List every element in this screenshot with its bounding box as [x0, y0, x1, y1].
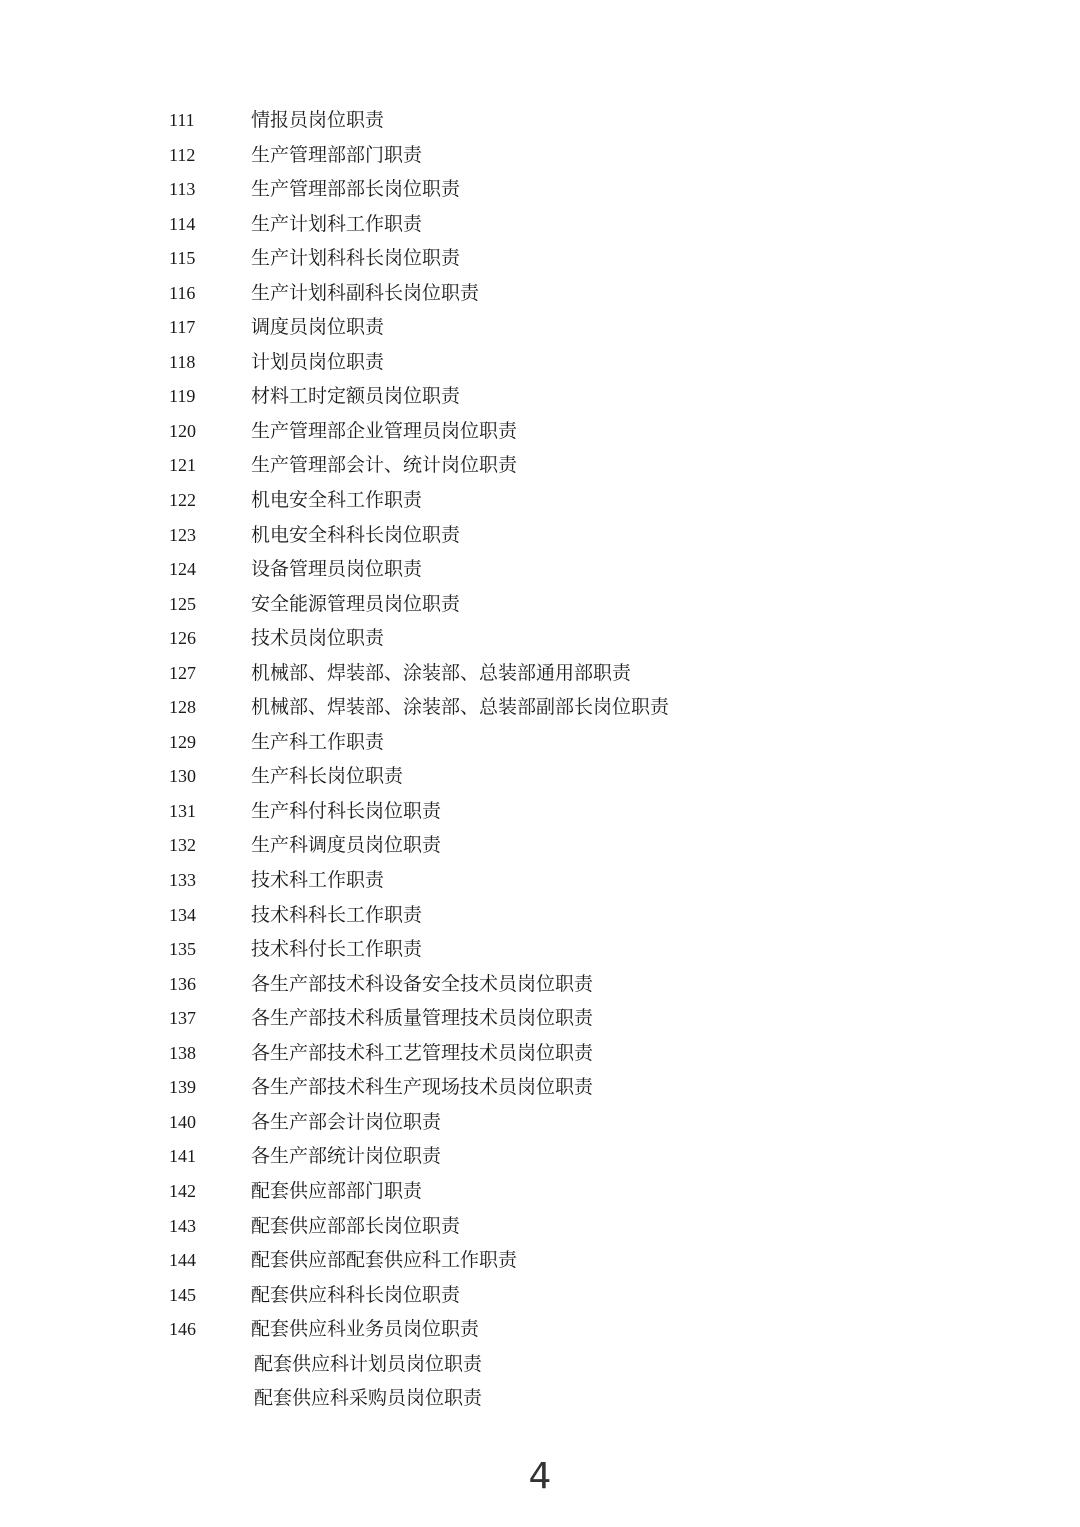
toc-entry — [0, 725, 1080, 760]
toc-entry-number: 136 — [169, 973, 196, 994]
toc-entry-number: 129 — [169, 731, 196, 752]
toc-entry — [0, 1105, 1080, 1140]
toc-entry — [0, 345, 1080, 380]
toc-entry-title: 生产科付科长岗位职责 — [251, 799, 442, 822]
toc-entry-number: 113 — [169, 179, 196, 200]
toc-entry-number: 121 — [169, 455, 196, 476]
toc-entry-title: 生产计划科副科长岗位职责 — [251, 281, 480, 304]
toc-entry — [0, 310, 1080, 345]
toc-entry-number: 127 — [169, 662, 196, 683]
toc-entry-title: 各生产部统计岗位职责 — [251, 1145, 442, 1168]
toc-entry-title: 材料工时定额员岗位职责 — [251, 385, 461, 408]
toc-entry — [0, 1001, 1080, 1036]
toc-entry — [0, 1243, 1080, 1278]
toc-entry — [0, 621, 1080, 656]
toc-entry-number: 126 — [169, 628, 196, 649]
toc-entry-title: 生产计划科工作职责 — [251, 212, 423, 235]
toc-entry — [0, 1312, 1080, 1347]
toc-entry-title: 安全能源管理员岗位职责 — [251, 592, 461, 615]
toc-entry-title: 生产科长岗位职责 — [251, 765, 404, 788]
toc-entry — [0, 828, 1080, 863]
toc-entry-number: 132 — [169, 835, 196, 856]
toc-entry — [0, 448, 1080, 483]
toc-entry — [0, 1347, 1080, 1382]
toc-entry-title: 技术科工作职责 — [251, 869, 385, 892]
toc-entry — [0, 276, 1080, 311]
toc-entry-number: 144 — [169, 1250, 196, 1271]
toc-entry-title: 生产管理部企业管理员岗位职责 — [251, 419, 518, 442]
toc-entry — [0, 1278, 1080, 1313]
toc-entry-title: 机电安全科工作职责 — [251, 489, 423, 512]
toc-entry-title: 生产科工作职责 — [251, 730, 385, 753]
toc-entry-number: 124 — [169, 559, 196, 580]
toc-entry-title: 生产计划科科长岗位职责 — [251, 247, 461, 270]
toc-entry-number: 118 — [169, 351, 196, 372]
toc-entry-number: 117 — [169, 317, 196, 338]
toc-entry — [0, 1209, 1080, 1244]
toc-entry-title: 技术员岗位职责 — [251, 627, 385, 650]
toc-entry-number: 112 — [169, 144, 196, 165]
toc-entry — [0, 794, 1080, 829]
toc-entry-number: 116 — [169, 282, 196, 303]
toc-entry — [0, 1381, 1080, 1416]
toc-entry — [0, 1036, 1080, 1071]
toc-entry — [0, 552, 1080, 587]
toc-entry-title: 配套供应部部长岗位职责 — [251, 1214, 461, 1237]
toc-entry — [0, 172, 1080, 207]
toc-entry-title: 调度员岗位职责 — [251, 316, 385, 339]
toc-entry-number: 111 — [169, 110, 195, 130]
toc-entry-number: 141 — [169, 1146, 196, 1167]
toc-entry-number: 125 — [169, 593, 196, 614]
toc-entry-title: 生产管理部会计、统计岗位职责 — [251, 454, 518, 477]
toc-entry-title: 各生产部技术科生产现场技术员岗位职责 — [251, 1076, 594, 1099]
toc-entry — [0, 414, 1080, 449]
toc-entry-number: 137 — [169, 1008, 196, 1029]
toc-entry-title: 设备管理员岗位职责 — [251, 558, 423, 581]
toc-entry-number: 139 — [169, 1077, 196, 1098]
toc-entry — [0, 483, 1080, 518]
toc-entry-number: 135 — [169, 939, 196, 960]
toc-entry — [0, 518, 1080, 553]
toc-entry-title: 机械部、焊装部、涂装部、总装部通用部职责 — [251, 661, 632, 684]
toc-entry-title: 情报员岗位职责 — [251, 109, 385, 131]
toc-entry-number: 123 — [169, 524, 196, 545]
toc-entry-number: 134 — [169, 904, 196, 925]
toc-entry — [0, 587, 1080, 622]
toc-entry-number: 122 — [169, 490, 196, 511]
toc-entry — [0, 103, 1080, 138]
toc-entry — [0, 1070, 1080, 1105]
toc-entry — [0, 207, 1080, 242]
toc-entry-title: 各生产部技术科设备安全技术员岗位职责 — [251, 972, 594, 995]
toc-entry — [0, 863, 1080, 898]
toc-entry-title: 配套供应部部门职责 — [251, 1179, 423, 1202]
toc-entry — [0, 898, 1080, 933]
toc-entry-title: 配套供应科计划员岗位职责 — [254, 1352, 483, 1375]
toc-entry — [0, 1139, 1080, 1174]
toc-entry-number: 133 — [169, 870, 196, 891]
toc-entry-title: 配套供应科业务员岗位职责 — [251, 1318, 480, 1341]
table-of-contents — [0, 103, 1080, 1416]
toc-entry-title: 配套供应科科长岗位职责 — [251, 1283, 461, 1306]
toc-entry-title: 生产管理部部门职责 — [251, 143, 423, 166]
toc-entry-title: 配套供应部配套供应科工作职责 — [251, 1249, 518, 1272]
toc-entry — [0, 241, 1080, 276]
toc-entry — [0, 379, 1080, 414]
toc-entry-title: 机电安全科科长岗位职责 — [251, 523, 461, 546]
toc-entry-number: 145 — [169, 1284, 196, 1305]
toc-entry-title: 技术科付长工作职责 — [251, 938, 423, 961]
toc-entry-number: 128 — [169, 697, 196, 718]
toc-entry-title: 生产管理部部长岗位职责 — [251, 178, 461, 201]
toc-entry-number: 143 — [169, 1215, 196, 1236]
toc-entry-title: 计划员岗位职责 — [251, 350, 385, 373]
toc-entry — [0, 932, 1080, 967]
toc-entry-title: 各生产部技术科质量管理技术员岗位职责 — [251, 1007, 594, 1030]
toc-entry-number: 140 — [169, 1111, 196, 1132]
toc-entry-title: 生产科调度员岗位职责 — [251, 834, 442, 857]
toc-entry — [0, 690, 1080, 725]
toc-entry-number: 146 — [169, 1319, 196, 1340]
toc-entry-number: 142 — [169, 1180, 196, 1201]
toc-entry-title: 各生产部会计岗位职责 — [251, 1110, 442, 1133]
toc-entry — [0, 656, 1080, 691]
toc-entry — [0, 759, 1080, 794]
toc-entry — [0, 138, 1080, 173]
toc-entry — [0, 967, 1080, 1002]
toc-entry-number: 138 — [169, 1042, 196, 1063]
page-number: 4 — [528, 1456, 552, 1497]
toc-entry-number: 131 — [169, 800, 196, 821]
toc-entry — [0, 1174, 1080, 1209]
toc-entry-title: 技术科科长工作职责 — [251, 903, 423, 926]
toc-entry-title: 各生产部技术科工艺管理技术员岗位职责 — [251, 1041, 594, 1064]
toc-entry-number: 120 — [169, 420, 196, 441]
toc-entry-number: 130 — [169, 766, 196, 787]
toc-entry-number: 119 — [169, 386, 196, 407]
toc-entry-title: 配套供应科采购员岗位职责 — [254, 1387, 483, 1410]
toc-entry-number: 115 — [169, 248, 196, 269]
toc-entry-title: 机械部、焊装部、涂装部、总装部副部长岗位职责 — [251, 696, 670, 719]
toc-entry-number: 114 — [169, 213, 196, 234]
